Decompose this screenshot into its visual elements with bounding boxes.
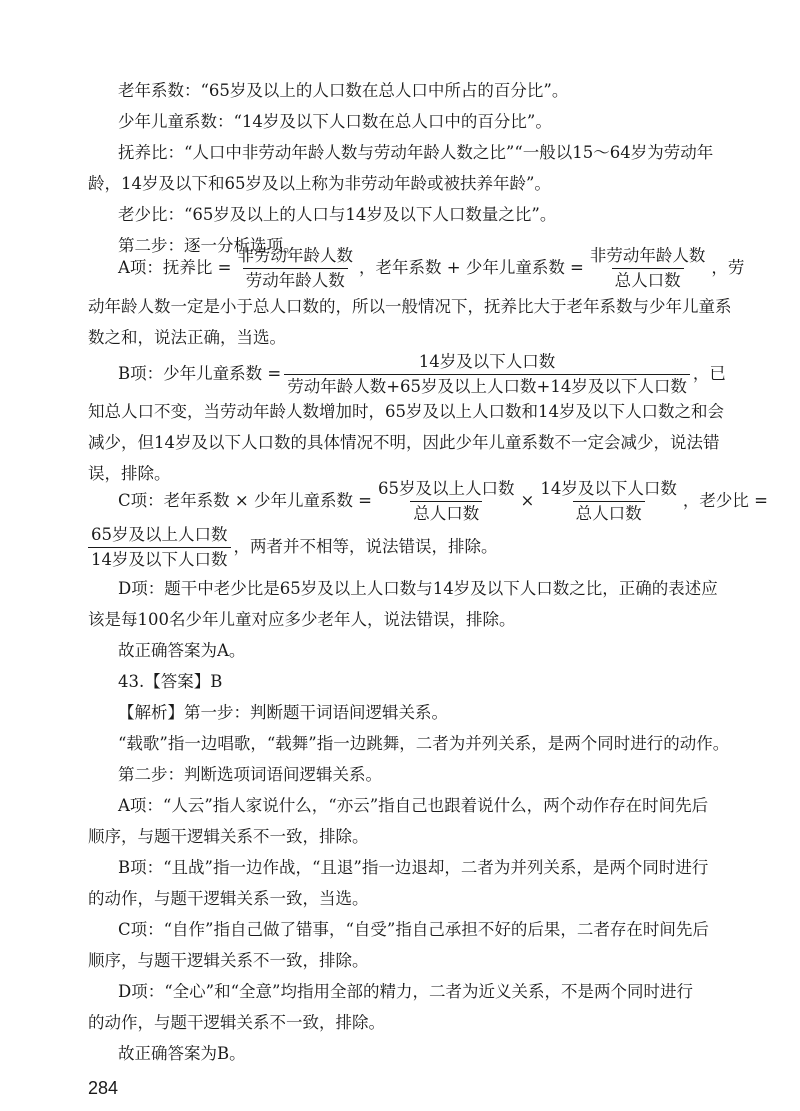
text-line: 减少，但14岁及以下人口数的具体情况不明，因此少年儿童系数不一定会减少，说法错 (88, 433, 720, 452)
fraction-numerator: 非劳动年龄人数 (589, 245, 706, 265)
text-line: 老年系数：“65岁及以上的人口数在总人口中所占的百分比”。 (118, 81, 569, 100)
text-line: 误，排除。 (88, 464, 171, 483)
text-line: C项：“自作”指自己做了错事，“自受”指自己承担不好的后果，二者存在时间先后 (118, 920, 709, 939)
text-span: ，已 (692, 364, 726, 383)
text-span: ，两者并不相等，说法错误，排除。 (233, 537, 498, 556)
text-line: 老少比：“65岁及以上的人口与14岁及以下人口数量之比”。 (118, 205, 557, 224)
text-span: A项：抚养比 = (118, 258, 232, 277)
text-line: 龄，14岁及以下和65岁及以上称为非劳动年龄或被扶养年龄”。 (88, 174, 551, 193)
analysis-line: 【解析】第一步：判断题干词语间逻辑关系。 (118, 703, 448, 722)
fraction-numerator: 14岁及以下人口数 (418, 351, 556, 371)
text-line: 第二步：判断选项词语间逻辑关系。 (118, 765, 382, 784)
text-line: D项：题干中老少比是65岁及以上人口数与14岁及以下人口数之比，正确的表述应 (118, 579, 718, 598)
fraction (88, 525, 231, 570)
fraction (284, 352, 690, 397)
fraction-denominator: 总人口数 (573, 501, 645, 524)
text-line: 故正确答案为A。 (118, 641, 246, 660)
fraction (537, 479, 680, 524)
text-span: ，老少比 = (682, 491, 768, 510)
fraction-numerator: 65岁及以上人口数 (378, 478, 515, 498)
fraction-denominator: 劳动年龄人数 (243, 268, 348, 291)
text-line: 的动作，与题干逻辑关系一致，当选。 (88, 889, 369, 908)
text-line: 知总人口不变，当劳动年龄人数增加时，65岁及以上人口数和14岁及以下人口数之和会 (88, 402, 724, 421)
text-line: 动年龄人数一定是小于总人口数的，所以一般情况下，抚养比大于老年系数与少年儿童系 (88, 297, 732, 316)
fraction (375, 479, 518, 524)
fraction-denominator: 总人口数 (410, 501, 482, 524)
times-sign: × (520, 491, 535, 510)
text-line: A项：“人云”指人家说什么，“亦云”指自己也跟着说什么，两个动作存在时间先后 (118, 796, 709, 815)
text-line: 数之和，说法正确，当选。 (88, 328, 286, 347)
text-line: 该是每100名少年儿童对应多少老年人，说法错误，排除。 (88, 610, 516, 629)
text-line: D项：“全心”和“全意”均指用全部的精力，二者为近义关系，不是两个同时进行 (118, 982, 693, 1001)
fraction (587, 246, 709, 291)
text-line: B项：“且战”指一边作战，“且退”指一边退却，二者为并列关系，是两个同时进行 (118, 858, 709, 877)
answer-heading: 43.【答案】B (118, 672, 223, 691)
page-number: 284 (88, 1078, 119, 1098)
fraction-numerator: 非劳动年龄人数 (237, 245, 353, 265)
fraction (235, 246, 357, 291)
text-span: C项：老年系数 × 少年儿童系数 = (118, 491, 373, 510)
formula-line-b (118, 352, 726, 396)
text-span: ，老年系数 + 少年儿童系数 = (359, 258, 584, 277)
text-line: 故正确答案为B。 (118, 1044, 246, 1063)
formula-line-c (118, 479, 768, 523)
text-line: 顺序，与题干逻辑关系不一致，排除。 (88, 827, 369, 846)
formula-line-a (118, 246, 744, 290)
text-line: 的动作，与题干逻辑关系不一致，排除。 (88, 1013, 385, 1032)
fraction-numerator: 65岁及以上人口数 (91, 524, 228, 544)
fraction-numerator: 14岁及以下人口数 (540, 478, 677, 498)
fraction-denominator: 14岁及以下人口数 (88, 547, 231, 570)
fraction-denominator: 总人口数 (612, 268, 684, 291)
fraction-denominator: 劳动年龄人数+65岁及以上人口数+14岁及以下人口数 (284, 374, 690, 397)
text-line: 顺序，与题干逻辑关系不一致，排除。 (88, 951, 369, 970)
text-line: 少年儿童系数：“14岁及以下人口数在总人口中的百分比”。 (118, 112, 552, 131)
text-line: 抚养比：“人口中非劳动年龄人数与劳动年龄人数之比”“一般以15～64岁为劳动年 (118, 143, 714, 162)
text-span: ，劳 (711, 258, 745, 277)
text-line: “载歌”指一边唱歌，“载舞”指一边跳舞，二者为并列关系，是两个同时进行的动作。 (118, 734, 730, 753)
formula-line-c2 (88, 525, 498, 569)
text-line: 第二步：逐一分析选项。 (118, 236, 300, 255)
text-span: B项：少年儿童系数 = (118, 364, 282, 383)
